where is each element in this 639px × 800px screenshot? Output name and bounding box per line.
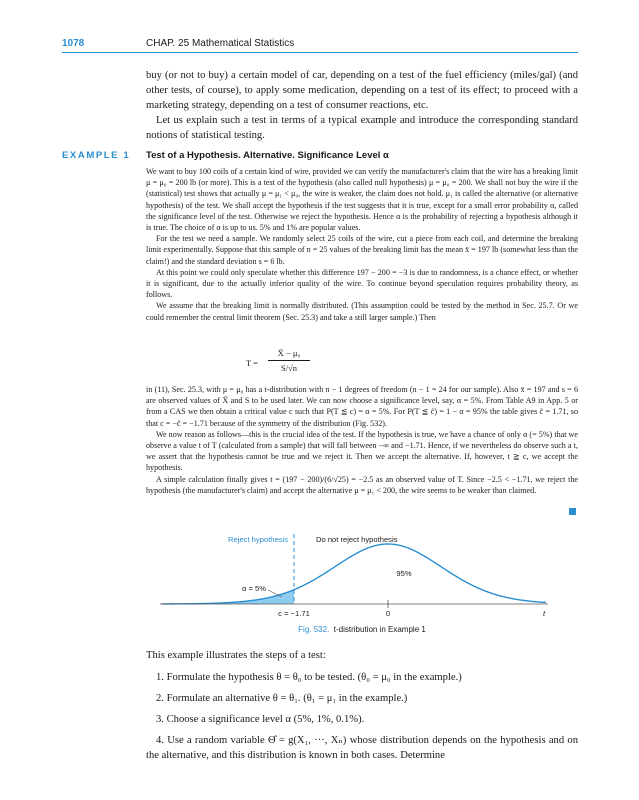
example-paragraph-3: At this point we could only speculate whether this difference 197 − 200 = −3 is due to randomness, is a chance effect, or whether it is significant, due to the actually inferior quality of the wire. To continue beyond speculation requires probability theory, as follows.: [146, 267, 578, 300]
t-statistic-equation: [146, 348, 578, 382]
test-step-3: 3. Choose a significance level α (5%, 1%, 0.1%).: [156, 714, 365, 725]
figure-caption-text: t-distribution in Example 1: [333, 625, 426, 634]
equation-denominator: S/√n: [280, 363, 297, 373]
equation-fraction-bar: [268, 360, 310, 361]
steps-intro: This example illustrates the steps of a test:: [146, 650, 326, 661]
reject-hypothesis-label: Reject hypothesis: [228, 535, 288, 544]
t-axis-label: t: [542, 609, 546, 618]
example-paragraph-1: We want to buy 100 coils of a certain kind of wire, provided we can verify the manufacturer's claim that the wire has a breaking limit μ = μ₀ = 200 lb (or more). This is a test of the hypothesis (also called null hypothesis) μ = μ₀ = 200. We shall not buy the wire if the (statistical) test shows that actually μ = μ₁ < μ₀, the wire is weaker, the claim does not hold. μ₁ is called the alternative (or alternative hypothesis) of the test. We shall accept the hypothesis if the test suggests that it is true, except for a small error probability α, called the significance level of the test. Otherwise we reject the hypothesis. Hence α is the probability of rejecting a hypothesis although it is true. The choice of α is up to us. 5% and 1% are popular values.: [146, 167, 578, 233]
zero-label: 0: [385, 609, 391, 618]
test-step-1: 1. Formulate the hypothesis θ = θ₀ to be tested. (θ₀ = μ₀ in the example.): [156, 672, 462, 683]
critical-value-label: c = −1.71: [278, 609, 310, 618]
example-paragraph-2: For the test we need a sample. We randomly select 25 coils of the wire, cut a piece from each coil, and determine the breaking limit experimentally. Suppose that this sample of n = 25 values of the breaking limit has the mean x̄ = 197 lb (somewhat less than the claim!) and the standard deviation s = 6 lb.: [146, 234, 578, 266]
equation-lhs: T =: [246, 358, 258, 368]
intro-paragraph-2: Let us explain such a test in terms of a typical example and introduce the corresponding standard notions of statistical testing.: [146, 115, 578, 141]
example-title: Test of a Hypothesis. Alternative. Significance Level α: [146, 150, 389, 161]
t-density-curve: [162, 544, 546, 604]
test-steps-list: [146, 670, 578, 769]
t-distribution-figure: [146, 528, 578, 622]
do-not-reject-label: Do not reject hypothesis: [316, 535, 398, 544]
page-number: 1078: [62, 38, 85, 49]
example-paragraph-6: We now reason as follows—this is the crucial idea of the test. If the hypothesis is true, we have a chance of only α (= 5%) that we observe a value t of T (calculated from a sample) that will fall between −∞ and −1.71. Hence, if we nevertheless do observe such a t, we assert that the hypothesis cannot be true and we reject it. Then we accept the alternative. If, however, t ≧ c, we accept the hypothesis.: [146, 429, 578, 473]
equation-numerator: X̄ − μ₀: [277, 348, 301, 358]
example-label: EXAMPLE 1: [62, 150, 131, 161]
example-paragraph-5: in (11), Sec. 25.3, with μ = μ₀ has a t-distribution with n − 1 degrees of freedom (n − 1 = 24 for our sample). Also x̄ = 197 and s = 6 are observed values of X̄ and S to be used later. We can now choose a significance level, say, α = 5%. From Table A9 in App. 5 or from a CAS we then obtain a critical value c such that P(T ≦ c) = α = 5%. For P(T ≦ c̃) = 1 − α = 95% the table gives c̃ = 1.71, so that c = −c̃ = −1.71 because of the symmetry of the distribution (Fig. 532).: [146, 385, 578, 428]
alpha-label: α = 5%: [241, 584, 266, 593]
example-paragraph-7: A simple calculation finally gives t = (197 − 200)/(6/√25) = −2.5 as an observed value of T. Since −2.5 < −1.71, we reject the hypothesis (the manufacturer's claim) and accept the alternative μ = μ₁ < 200, the wire seems to be weaker than claimed.: [146, 474, 578, 495]
figure-caption-label: Fig. 532.: [298, 625, 330, 634]
percent-95-label: 95%: [396, 569, 412, 578]
intro-paragraph-1: buy (or not to buy) a certain model of car, depending on a test of the fuel efficiency (miles/gal) (and other tests, of course), to apply some medication, depending on a test of its effect; to proceed with a marketing strategy, depending on a test of consumer reactions, etc.: [146, 70, 578, 111]
figure-caption: [146, 625, 578, 634]
end-of-example-marker: [569, 508, 576, 515]
header-rule: [62, 52, 578, 53]
example-body-1: [146, 166, 578, 323]
test-step-2: 2. Formulate an alternative θ = θ₁. (θ₁ = μ₁ in the example.): [156, 693, 408, 704]
example-body-2: [146, 384, 578, 496]
intro-text: [146, 68, 578, 143]
example-paragraph-4: We assume that the breaking limit is normally distributed. (This assumption could be tested by the method in Sec. 25.7. Or we could remember the central limit theorem (Sec. 25.3) and take a still larger sample.) Then: [146, 301, 578, 322]
chapter-title: CHAP. 25 Mathematical Statistics: [146, 38, 295, 49]
test-step-4: 4. Use a random variable Θ̂ = g(X₁, ···, Xₙ) whose distribution depends on the hypothesis and on the alternative, and this distribution is known in both cases. Determine: [146, 735, 578, 761]
